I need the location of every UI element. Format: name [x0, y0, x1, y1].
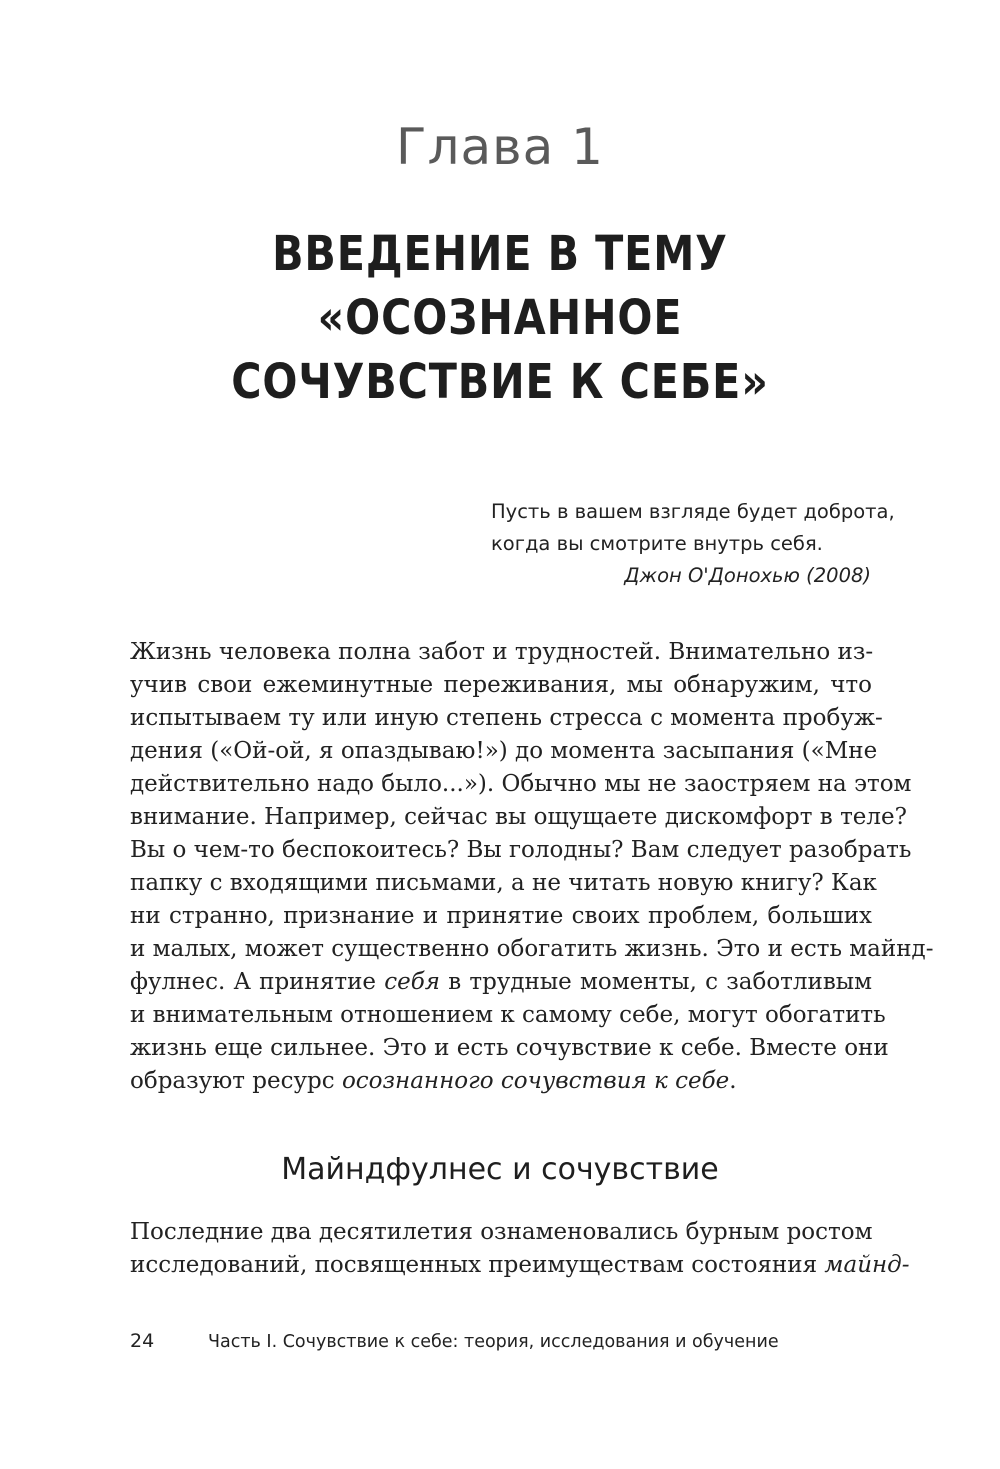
body-paragraph-2 [130, 1216, 910, 1282]
text-line: Последние два десятилетия ознаменовались бурным ростом [130, 1219, 873, 1245]
page-number: 24 [130, 1330, 155, 1352]
epigraph-attribution: Джон О'Донохью (2008) [624, 564, 871, 587]
text-line [130, 1249, 910, 1282]
chapter-title [156, 222, 844, 414]
text-run: фулнес. А принятие [130, 969, 385, 995]
text-line: действительно надо было...»). Обычно мы не заостряем на этом [130, 771, 912, 797]
text-run: исследований, посвященных преимуществам состояния [130, 1252, 825, 1278]
chapter-title-line: ВВЕДЕНИЕ В ТЕМУ [272, 226, 728, 282]
text-line: внимание. Например, сейчас вы ощущаете дискомфорт в теле? [130, 804, 907, 830]
text-run: образуют ресурс [130, 1068, 342, 1094]
text-line [130, 1065, 872, 1098]
text-line: и внимательным отношением к самому себе, могут обогатить [130, 1002, 886, 1028]
text-line: Вы о чем-то беспокоитесь? Вы голодны? Вам следует разобрать [130, 837, 912, 863]
text-line [130, 966, 872, 999]
italic-emphasis: себя [384, 969, 441, 995]
body-paragraph-1 [130, 636, 934, 1098]
chapter-label: Глава 1 [396, 118, 604, 176]
running-title: Часть I. Сочувствие к себе: теория, исследования и обучение [208, 1332, 779, 1352]
text-line: жизнь еще сильнее. Это и есть сочувствие к себе. Вместе они [130, 1035, 889, 1061]
text-line: ни странно, признание и принятие своих проблем, больших [130, 903, 872, 929]
chapter-title-line: СОЧУВСТВИЕ К СЕБЕ» [231, 354, 769, 410]
epigraph-line: Пусть в вашем взгляде будет доброта, [491, 500, 895, 523]
text-line: учив свои ежеминутные переживания, мы обнаружим, что [130, 672, 872, 698]
italic-emphasis: майнд- [824, 1252, 910, 1278]
text-line: дения («Ой-ой, я опаздываю!») до момента засыпания («Мне [130, 738, 878, 764]
text-line: и малых, может существенно обогатить жизнь. Это и есть майнд- [130, 936, 934, 962]
text-line: папку с входящими письмами, а не читать новую книгу? Как [130, 870, 877, 896]
epigraph [351, 496, 895, 592]
text-run: в трудные моменты, с заботливым [440, 969, 872, 995]
text-line: испытываем ту или иную степень стресса с момента пробуж- [130, 705, 883, 731]
italic-emphasis: осознанного сочувствия к себе [341, 1068, 730, 1094]
epigraph-line: когда вы смотрите внутрь себя. [491, 532, 823, 555]
text-run: . [729, 1068, 737, 1094]
chapter-title-line: «ОСОЗНАННОЕ [317, 290, 683, 346]
page-footer [130, 1330, 890, 1352]
text-line: Жизнь человека полна забот и трудностей. Внимательно из- [130, 639, 874, 665]
section-heading: Майндфулнес и сочувствие [281, 1152, 719, 1187]
